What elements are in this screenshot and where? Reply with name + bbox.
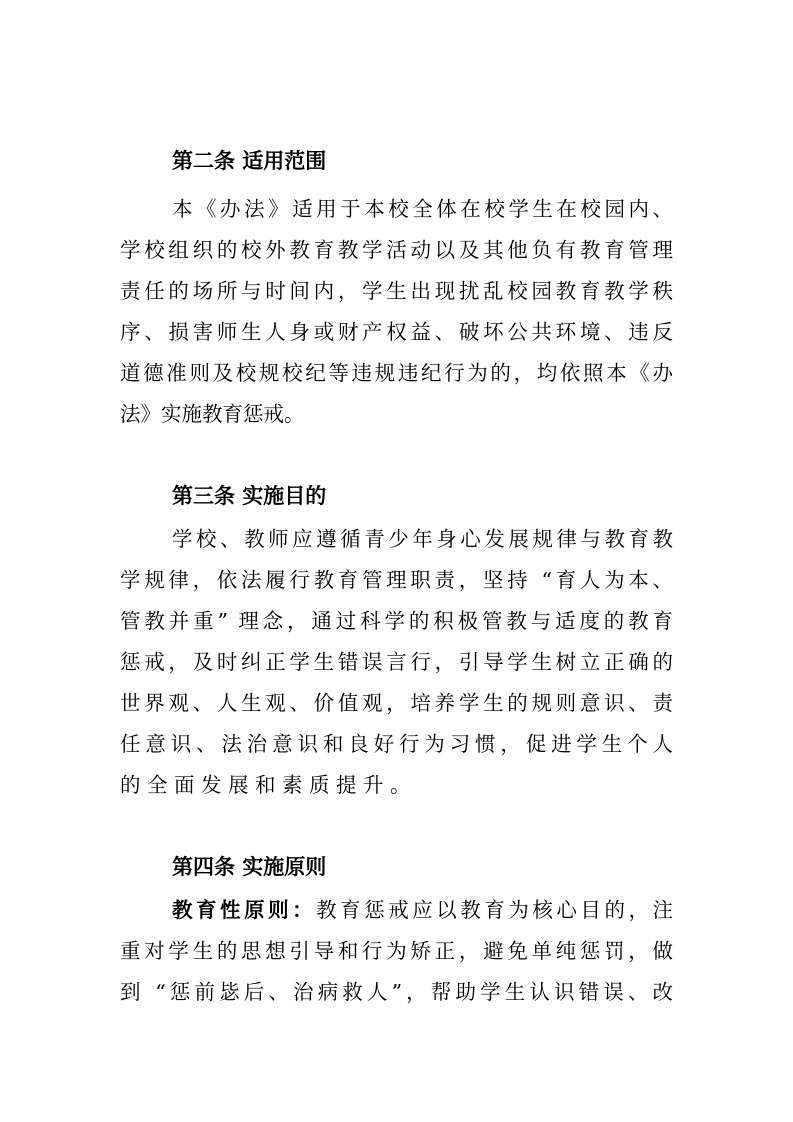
paragraph-line: 责任的场所与时间内，学生出现扰乱校园教育教学秩 [120, 279, 673, 303]
paragraph-line: 序、损害师生人身或财产权益、破坏公共环境、违反 [120, 320, 673, 344]
section-heading-4: 第四条 实施原则 [172, 855, 327, 879]
paragraph-line: 到 “惩前毖后、治病救人”，帮助学生认识错误、改 [120, 980, 673, 1004]
section-heading-2: 第二条 适用范围 [172, 149, 327, 173]
paragraph-line: 道德准则及校规校纪等违规违纪行为的，均依照本《办 [120, 361, 673, 385]
principle-text: 教育惩戒应以教育为核心目的，注 [316, 898, 674, 922]
paragraph-line: 惩戒，及时纠正学生错误言行，引导学生树立正确的 [120, 650, 673, 674]
paragraph-line [172, 893, 673, 923]
paragraph-line: 任意识、法治意识和良好行为习惯，促进学生个人 [120, 732, 673, 756]
paragraph-line: 世界观、人生观、价值观，培养学生的规则意识、责 [120, 691, 673, 715]
paragraph-line: 学校组织的校外教育教学活动以及其他负有教育管理 [120, 238, 673, 262]
section-heading-3: 第三条 实施目的 [172, 484, 327, 508]
paragraph-line: 本《办法》适用于本校全体在校学生在校园内、 [172, 197, 673, 221]
paragraph-line: 学规律，依法履行教育管理职责，坚持 “育人为本、 [120, 568, 673, 592]
paragraph-line: 管教并重” 理念，通过科学的积极管教与适度的教育 [120, 609, 673, 633]
principle-label: 教育性原则： [172, 898, 317, 922]
paragraph-line: 学校、教师应遵循青少年身心发展规律与教育教 [172, 527, 673, 551]
paragraph-line: 法》实施教育惩戒。 [120, 402, 305, 426]
paragraph-line: 的全面发展和素质提升。 [120, 773, 417, 797]
paragraph-line: 重对学生的思想引导和行为矫正，避免单纯惩罚，做 [120, 939, 673, 963]
